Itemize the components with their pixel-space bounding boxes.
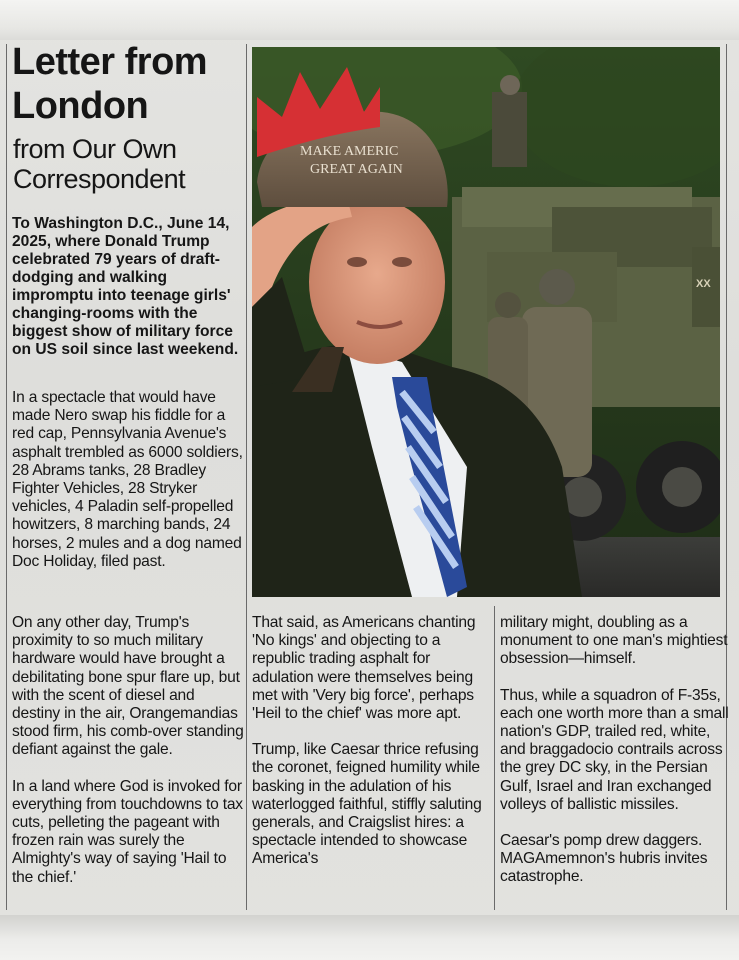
page-subtitle: from Our Own Correspondent	[13, 134, 186, 194]
article-photo	[252, 47, 720, 597]
svg-text:XX: XX	[696, 278, 711, 290]
paper-fold-top	[0, 0, 739, 40]
column-2	[252, 614, 492, 887]
page-title: Letter from London	[12, 41, 208, 127]
photo-illustration	[252, 47, 720, 597]
article-paragraph: Thus, while a squadron of F-35s, each one worth more than a small nation's GDP, trailed red, white, and braggadocio contrails across the grey DC sky, in the Persian Gulf, Israel and Iran exchanged volleys of ballistic missiles.	[500, 686, 729, 813]
column-rule	[494, 606, 495, 910]
column-rule	[6, 44, 7, 910]
svg-text:MAKE AMERIC: MAKE AMERIC	[300, 144, 399, 159]
paper-fold-bottom	[0, 915, 739, 960]
svg-text:GREAT AGAIN: GREAT AGAIN	[310, 162, 403, 177]
column-1	[12, 614, 244, 905]
lede-paragraph: To Washington D.C., June 14, 2025, where Donald Trump celebrated 79 years of draft-dodging and walking impromptu into teenage girls' changing-rooms with the biggest show of military force on US soil since last weekend.	[12, 215, 239, 358]
column-1-top	[12, 389, 244, 589]
article-paragraph: Trump, like Caesar thrice refusing the coronet, feigned humility while basking in the adulation of his waterlogged faithful, stiffly saluting generals, and Craigslist hires: a spectacle intended to showcase America's	[252, 741, 482, 868]
article-paragraph: On any other day, Trump's proximity to so much military hardware would have brought a debilitating bone spur flare up, but with the scent of diesel and destiny in the air, Orangemandias stood firm, his comb-over standing defiant against the gale.	[12, 614, 244, 759]
article-paragraph: Caesar's pomp drew daggers. MAGAmemnon's hubris invites catastrophe.	[500, 832, 708, 886]
article-paragraph: That said, as Americans chanting 'No kings' and objecting to a republic trading asphalt for adulation were themselves being met with 'Very big force', perhaps 'Heil to the chief' was more apt.	[252, 614, 476, 723]
column-rule	[246, 44, 247, 910]
column-3	[500, 614, 730, 905]
article-paragraph: In a spectacle that would have made Nero swap his fiddle for a red cap, Pennsylvania Avenue's asphalt trembled as 6000 soldiers, 28 Abrams tanks, 28 Bradley Fighter Vehicles, 28 Stryker vehicles, 4 Paladin self-propelled howitzers, 8 marching bands, 24 horses, 2 mules and a dog named Doc Holiday, filed past.	[12, 389, 243, 570]
article-paragraph: In a land where God is invoked for everything from touchdowns to tax cuts, pelleting the pageant with frozen rain was surely the Almighty's way of saying 'Hail to the chief.'	[12, 777, 243, 886]
article-paragraph: military might, doubling as a monument to one man's mightiest obsession—himself.	[500, 614, 728, 668]
